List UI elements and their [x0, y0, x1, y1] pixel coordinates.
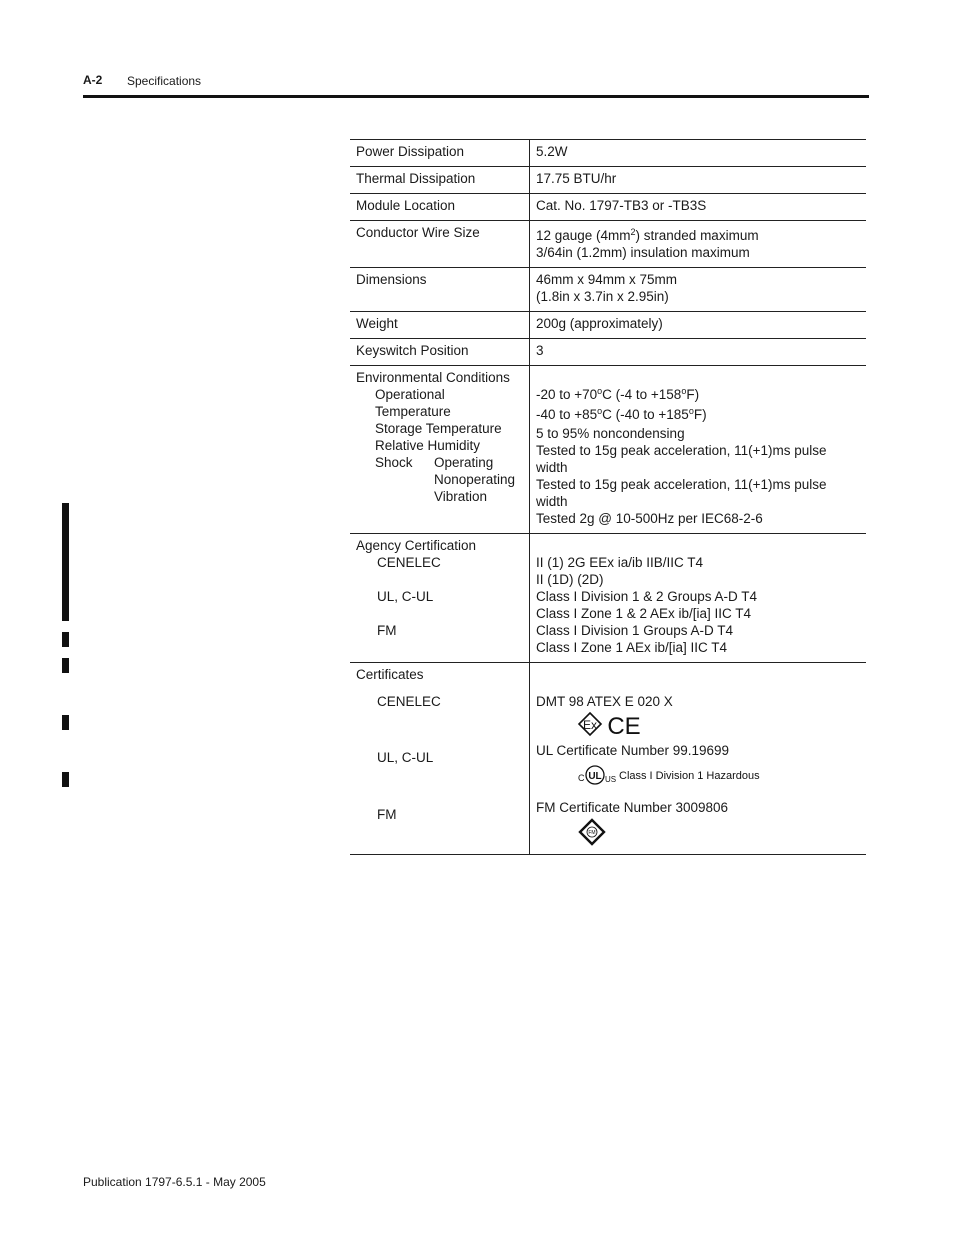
spec-value [529, 534, 866, 663]
op-temp-value: -20 to $+70^oC$ (-4 to $+158^oF$) [535, 386, 700, 402]
spec-label [350, 663, 529, 855]
spec-label [350, 366, 529, 534]
spec-value: 200g (approximately) [535, 316, 663, 331]
change-bar [62, 715, 69, 730]
spec-label: Power Dissipation [350, 140, 529, 167]
table-row [350, 194, 866, 221]
table-row [350, 366, 866, 534]
agency-cenelec-label: CENELEC [377, 555, 441, 570]
spec-value [529, 268, 866, 312]
change-bar [62, 632, 69, 647]
agency-fm-label: FM [377, 623, 397, 638]
certificates-heading: Certificates [356, 667, 424, 682]
ex-mark-text: Ex [582, 718, 597, 732]
spec-label [350, 534, 529, 663]
change-bar [62, 772, 69, 787]
table-row [350, 534, 866, 663]
dimensions-metric: 46mm x 94mm x 75mm [535, 272, 677, 287]
table-row [350, 312, 866, 339]
humidity-value: 5 to 95% noncondensing [535, 426, 685, 441]
header-rule [83, 95, 869, 98]
vibration-label: Vibration [434, 489, 488, 504]
vibration-value: Tested 2g @ 10-500Hz per IEC68-2-6 [535, 511, 763, 526]
storage-temp-value: -40 to $+85^oC$ (-40 to $+185^oF$) [535, 406, 707, 422]
section-title: Specifications [127, 74, 202, 88]
spec-value: 3 [535, 343, 544, 358]
ul-rating: Class I Division 1 & 2 Groups A-D T4 [535, 589, 758, 604]
ul-certificate-number: UL Certificate Number 99.19699 [535, 743, 730, 758]
dimensions-imperial: (1.8in x 3.7in x 2.95in) [535, 289, 669, 304]
table-row [350, 221, 866, 268]
spec-value: 17.75 BTU/hr [535, 171, 617, 186]
shock-operating-value: Tested to 15g peak acceleration, 11(+1)ms pulse width [535, 443, 827, 475]
ul-mark-caption: Class I Division 1 Hazardous [618, 770, 760, 782]
cenelec-certificate-number: DMT 98 ATEX E 020 X [535, 694, 673, 709]
spec-label: Weight [350, 312, 529, 339]
spec-label: Conductor Wire Size [350, 221, 529, 268]
cert-ul-label: UL, C-UL [377, 750, 434, 765]
spec-value [529, 663, 866, 855]
ul-logo-text: UL [588, 771, 602, 782]
table-row [350, 167, 866, 194]
table-row [350, 140, 866, 167]
storage-temp-label: Storage Temperature [375, 421, 502, 436]
cenelec-rating: II (1D) (2D) [535, 572, 604, 587]
ul-mark-c: C [577, 773, 585, 783]
ce-mark-text: CE [607, 713, 641, 740]
agency-ul-label: UL, C-UL [377, 589, 434, 604]
ul-mark-us: US [604, 775, 617, 784]
wire-gauge: 12 gauge $(4mm^2)$ stranded maximum [535, 227, 759, 243]
change-bar [62, 658, 69, 673]
spec-label: Module Location [350, 194, 529, 221]
fm-approved-icon [578, 818, 608, 848]
env-heading: Environmental Conditions [356, 370, 510, 385]
spec-value: Cat. No. 1797-TB3 or -TB3S [535, 198, 707, 213]
fm-rating: Class I Zone 1 AEx ib/[ia] IIC T4 [535, 640, 728, 655]
spec-value [529, 221, 866, 268]
cert-fm-label: FM [377, 807, 397, 822]
nonoperating-label: Nonoperating [434, 472, 516, 487]
spec-label: Dimensions [350, 268, 529, 312]
cenelec-rating: II (1) 2G EEx ia/ib IIB/IIC T4 [535, 555, 704, 570]
operating-label: Operating [434, 455, 494, 470]
publication-footer: Publication 1797-6.5.1 - May 2005 [83, 1175, 266, 1189]
fm-rating: Class I Division 1 Groups A-D T4 [535, 623, 734, 638]
humidity-label: Relative Humidity [375, 438, 481, 453]
table-row [350, 663, 866, 855]
spec-value: 5.2W [535, 144, 568, 159]
fm-certificate-number: FM Certificate Number 3009806 [535, 800, 729, 815]
ul-rating: Class I Zone 1 & 2 AEx ib/[ia] IIC T4 [535, 606, 752, 621]
atex-ex-ce-icon [576, 710, 656, 742]
spec-label: Keyswitch Position [350, 339, 529, 366]
fm-mark-text: FM [588, 830, 596, 836]
op-temp-label: Operational Temperature [375, 387, 451, 419]
cul-us-listing-icon [576, 760, 816, 790]
specifications-table [350, 139, 866, 855]
spec-label: Thermal Dissipation [350, 167, 529, 194]
change-bar [62, 503, 69, 621]
wire-insulation: 3/64in (1.2mm) insulation maximum [535, 245, 750, 260]
table-row [350, 339, 866, 366]
cert-cenelec-label: CENELEC [377, 694, 441, 709]
page-number: A-2 [83, 73, 103, 87]
agency-heading: Agency Certification [356, 538, 477, 553]
shock-group [356, 454, 523, 505]
spec-value [529, 366, 866, 534]
shock-label: Shock [375, 455, 413, 470]
table-row [350, 268, 866, 312]
shock-nonoperating-value: Tested to 15g peak acceleration, 11(+1)ms pulse width [535, 477, 827, 509]
